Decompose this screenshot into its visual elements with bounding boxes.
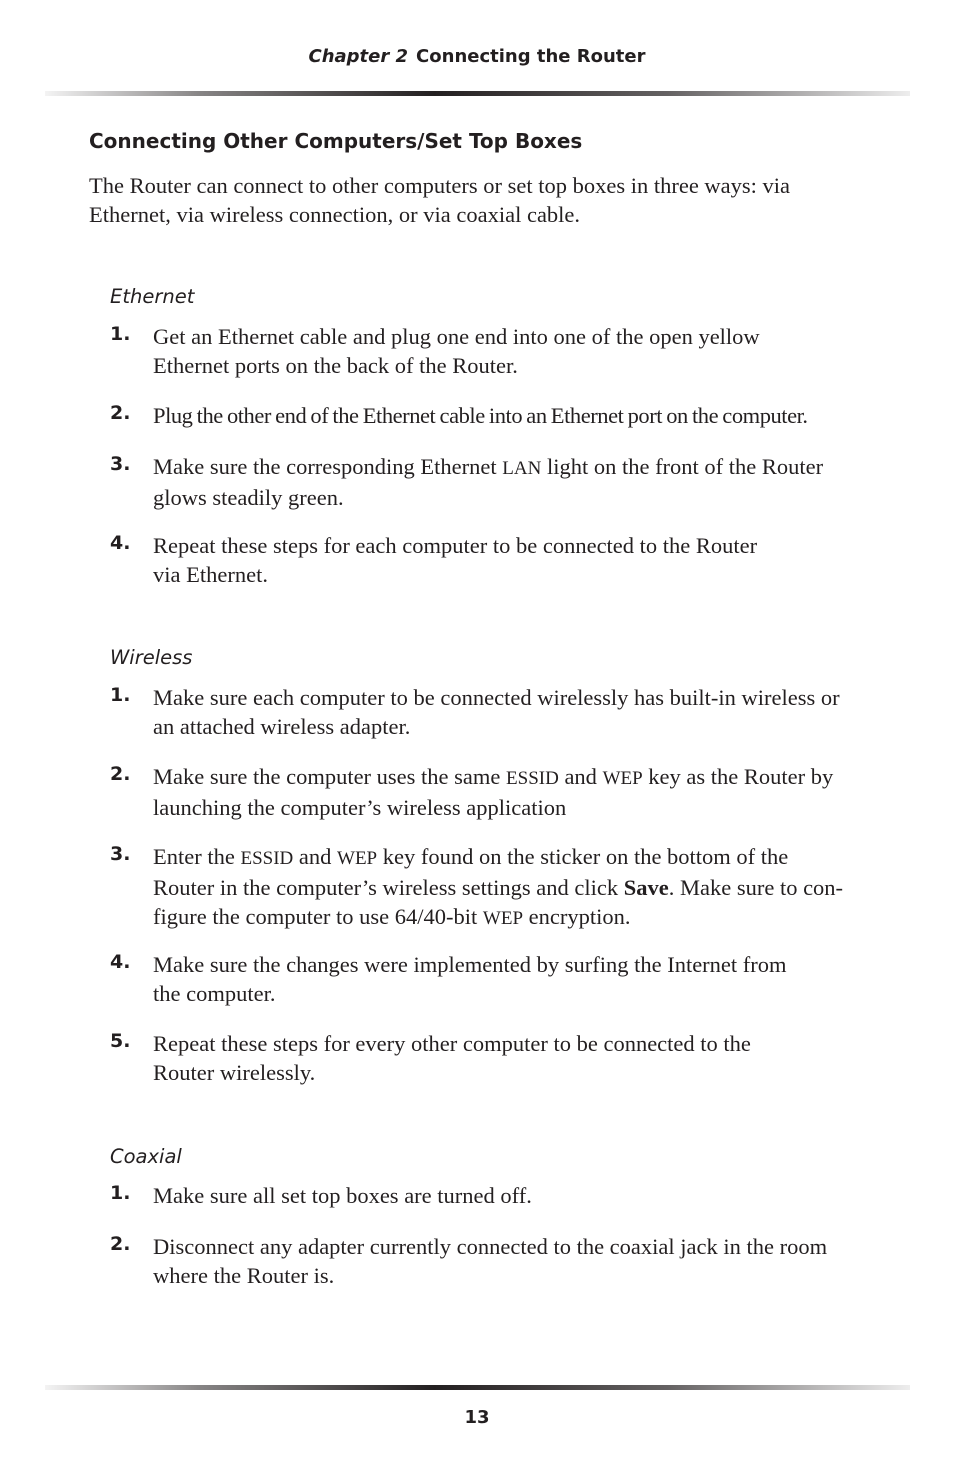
text-run: Make sure the corresponding Ethernet — [153, 454, 503, 479]
step-line: Plug the other end of the Ethernet cable into an Ethernet port on the computer. — [153, 403, 808, 428]
step-line: Make sure all set top boxes are turned off. — [153, 1183, 532, 1208]
step-text — [153, 683, 868, 741]
step-number: 1. — [110, 323, 131, 345]
chapter-label: Chapter 2 — [308, 46, 409, 67]
step-line: Disconnect any adapter currently connected to the coaxial jack in the room — [153, 1234, 828, 1259]
footer-rule — [45, 1385, 910, 1390]
acronym: ESSID — [240, 848, 294, 869]
step-line — [153, 452, 868, 483]
step-text — [153, 322, 868, 380]
step-line: via Ethernet. — [153, 562, 268, 587]
step-text — [153, 762, 868, 822]
text-run: Make sure the computer uses the same — [153, 764, 507, 789]
acronym: ESSID — [506, 768, 559, 789]
save-label: Save — [623, 875, 669, 900]
step-number: 4. — [110, 951, 131, 973]
acronym: LAN — [502, 458, 542, 479]
step-text — [153, 1232, 868, 1290]
step-text — [153, 842, 868, 933]
step-line: the computer. — [153, 981, 276, 1006]
step-line: Make sure the changes were implemented by surfing the Internet from — [153, 952, 787, 977]
text-run: light on the front of the Router — [541, 454, 824, 479]
header-rule — [45, 91, 910, 96]
text-run: encryption. — [523, 904, 631, 929]
step-text — [153, 401, 868, 430]
step-line: glows steadily green. — [153, 485, 344, 510]
step-line: Router wirelessly. — [153, 1060, 316, 1085]
text-run: figure the computer to use 64/40-bit — [153, 904, 483, 929]
step-number: 1. — [110, 1182, 131, 1204]
step-text — [153, 452, 868, 512]
step-line: where the Router is. — [153, 1263, 335, 1288]
step-number: 5. — [110, 1030, 131, 1052]
text-run: key found on the sticker on the bottom of the — [377, 844, 789, 869]
acronym: WEP — [337, 848, 378, 869]
running-header — [0, 46, 954, 67]
step-text — [153, 1029, 868, 1087]
step-number: 1. — [110, 684, 131, 706]
step-line: Ethernet ports on the back of the Router. — [153, 353, 518, 378]
step-line: Get an Ethernet cable and plug one end into one of the open yellow — [153, 324, 760, 349]
step-line: an attached wireless adapter. — [153, 714, 411, 739]
text-run: . Make sure to con- — [668, 875, 844, 900]
chapter-title: Connecting the Router — [416, 46, 646, 67]
text-run: Enter the — [153, 844, 241, 869]
step-line — [153, 873, 868, 902]
page-number: 13 — [464, 1407, 490, 1428]
intro-line: Ethernet, via wireless connection, or via coaxial cable. — [89, 202, 581, 227]
step-line: Repeat these steps for each computer to be connected to the Router — [153, 533, 758, 558]
text-run: key as the Router by — [642, 764, 834, 789]
wireless-heading: Wireless — [110, 646, 193, 669]
step-number: 3. — [110, 843, 131, 865]
step-line — [153, 902, 868, 933]
acronym: WEP — [602, 768, 643, 789]
ethernet-heading: Ethernet — [110, 285, 195, 308]
step-number: 3. — [110, 453, 131, 475]
step-text — [153, 950, 868, 1008]
text-run: Router in the computer’s wireless settings and click — [153, 875, 624, 900]
step-line — [153, 842, 868, 873]
text-run: and — [293, 844, 338, 869]
step-line: Repeat these steps for every other computer to be connected to the — [153, 1031, 751, 1056]
step-number: 2. — [110, 1233, 131, 1255]
coaxial-heading: Coaxial — [110, 1145, 182, 1168]
section-title: Connecting Other Computers/Set Top Boxes — [89, 129, 583, 153]
step-line: Make sure each computer to be connected wirelessly has built-in wireless or — [153, 685, 840, 710]
intro-line: The Router can connect to other computers or set top boxes in three ways: via — [89, 173, 791, 198]
step-number: 2. — [110, 402, 131, 424]
step-text — [153, 1181, 868, 1210]
intro-paragraph — [89, 171, 859, 229]
step-text — [153, 531, 868, 589]
step-number: 2. — [110, 763, 131, 785]
step-line: launching the computer’s wireless application — [153, 795, 567, 820]
acronym: WEP — [482, 908, 524, 929]
step-line — [153, 762, 868, 793]
text-run: and — [558, 764, 603, 789]
step-number: 4. — [110, 532, 131, 554]
